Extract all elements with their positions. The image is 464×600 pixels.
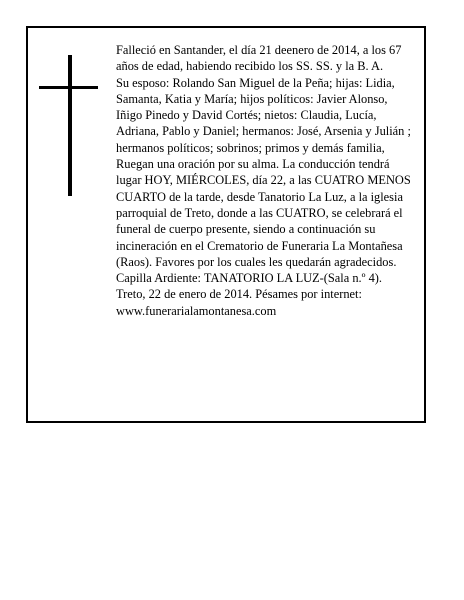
- cross-horizontal-bar: [39, 86, 98, 89]
- obituary-text: [116, 42, 416, 319]
- obituary-frame: [26, 26, 426, 423]
- funeral-details: Ruegan una oración por su alma. La conducción tendrá lugar HOY, MIÉRCOLES, día 22, a las CUATRO MENOS CUARTO de la tarde, desde Tanatorio La Luz, a la iglesia parroquial de Treto, donde a las CUATRO, se celebrará el funeral de cuerpo presente, siendo a continuación su incineración en el Crematorio de Funeraria La Montañesa (Raos). Favores por los cuales les quedarán agradecidos. Capilla Ardiente: TANATORIO LA LUZ-(Sala n.º 4).: [116, 157, 411, 286]
- death-announcement: Falleció en Santander, el día 21 deenero de 2014, a los 67 años de edad, habiendo recibido los SS. SS. y la B. A.: [116, 43, 402, 74]
- cross-vertical-bar: [68, 55, 72, 196]
- family-list: Su esposo: Rolando San Miguel de la Peña; hijas: Lidia, Samanta, Katia y María; hijos políticos: Javier Alonso, Iñigo Pinedo y David Cortés; nietos: Claudia, Lucía, Adriana, Pablo y Daniel; hermanos: José, Arsenia y Julián ; hermanos políticos; sobrinos; primos y demás familia,: [116, 75, 411, 155]
- cross-icon: [28, 28, 108, 228]
- place-date-condolences: Treto, 22 de enero de 2014. Pésames por internet: www.funerarialamontanesa.com: [116, 287, 362, 318]
